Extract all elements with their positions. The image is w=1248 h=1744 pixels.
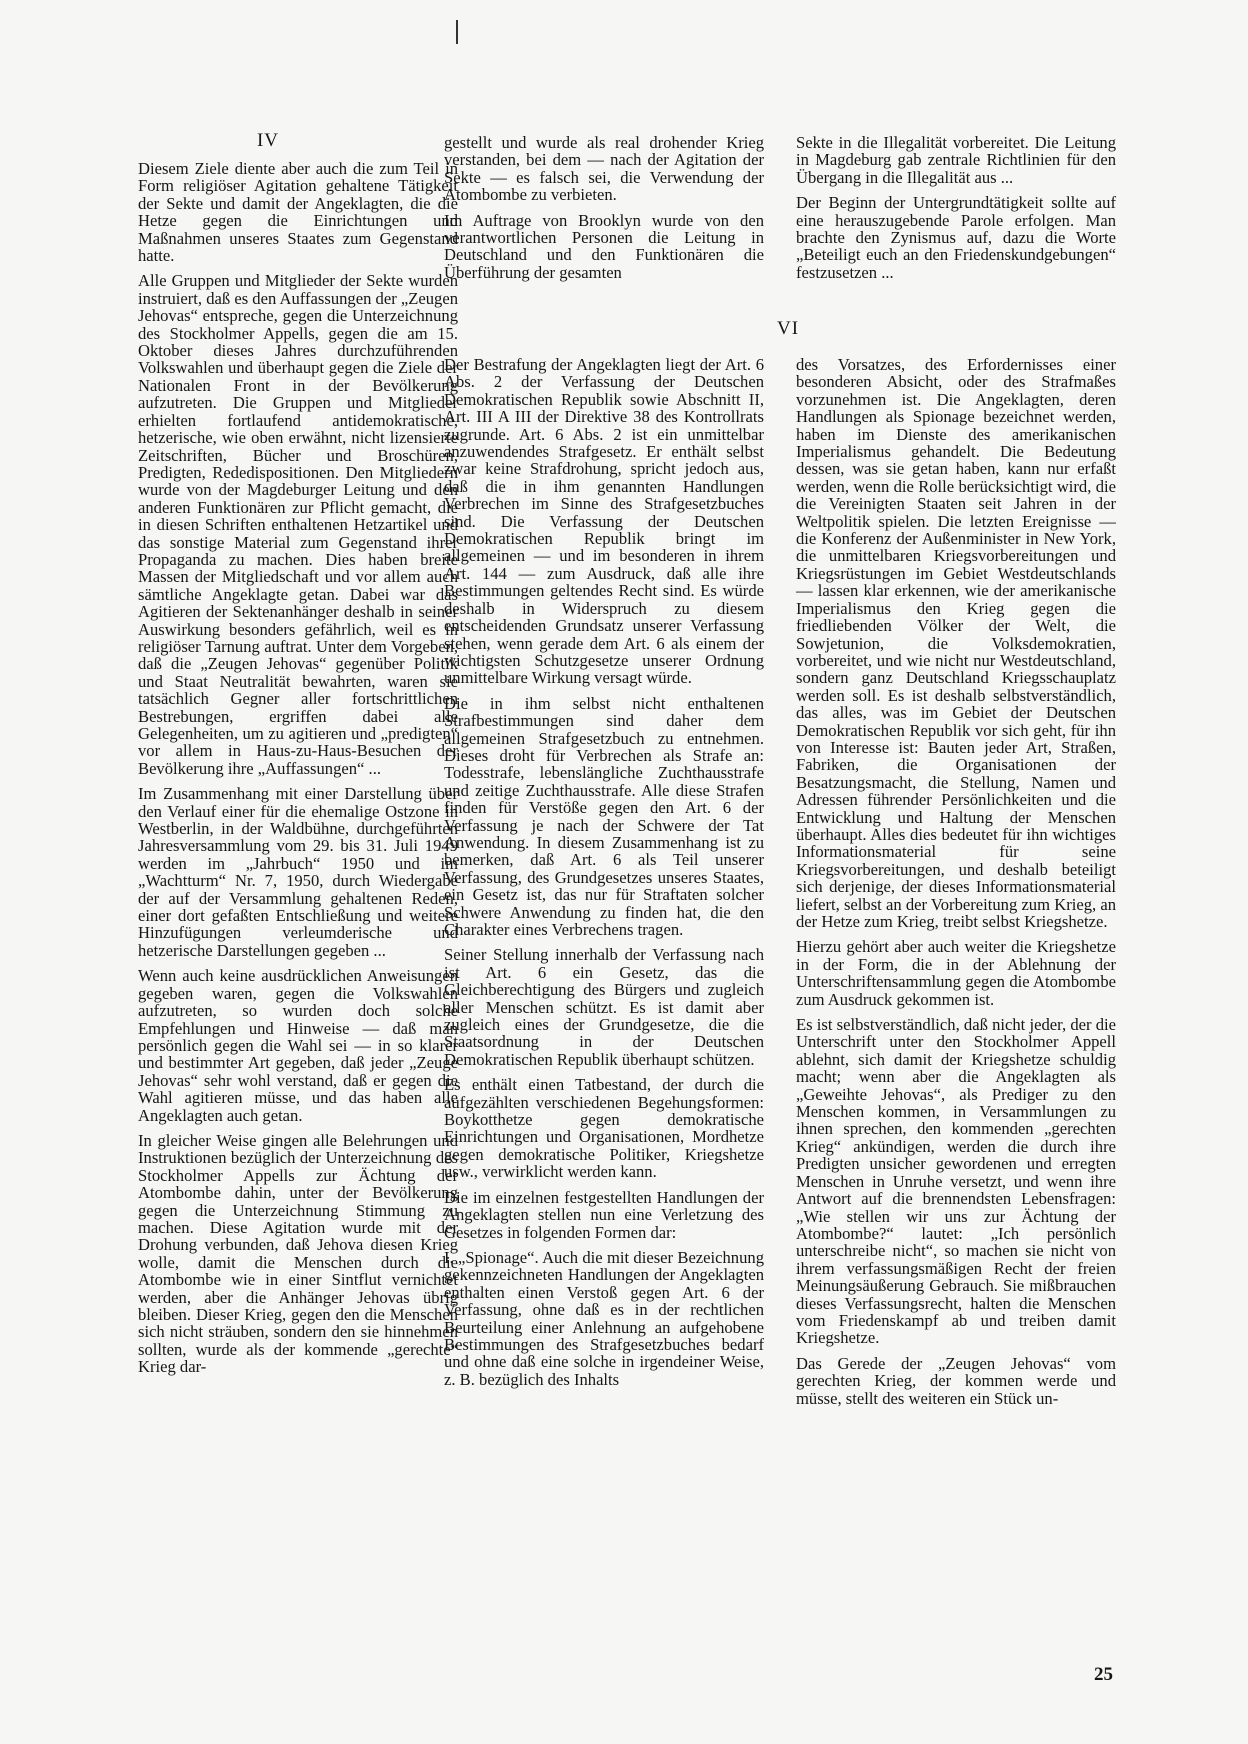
paragraph: Der Beginn der Untergrundtätigkeit sollte auf eine herauszugebende Parole erfolgen. Man brachte den Zynismus auf, dazu die Worte „Beteiligt euch an den Friedenskundgebungen“ festzusetzen ... xyxy=(796,193,1116,282)
paragraph: Hierzu gehört aber auch weiter die Kriegshetze in der Form, die in der Ablehnung der Unterschriftensammlung gegen die Atombombe zum Ausdruck gekommen ist. xyxy=(796,937,1116,1009)
page-number: 25 xyxy=(1094,1664,1113,1685)
section-heading-iv: IV xyxy=(256,130,280,151)
paragraph: Im Auftrage von Brooklyn wurde von den verantwortlichen Personen die Leitung in Deutschland und den Funktionären die Überführung der gesamten xyxy=(444,210,764,282)
section-heading-vi: VI xyxy=(776,318,800,339)
paragraph: I. „Spionage“. Auch die mit dieser Bezeichnung gekennzeichneten Handlungen der Angeklagten enthalten einen Verstoß gegen Art. 6 der Verfassung, ohne daß es in der rechtlichen Beurteilung einer Anlehnung an aufgehobene Bestimmungen des Strafgesetzbuches bedarf und ohne daß eine solche in irgendeiner Weise, z. B. bezüglich des Inhalts xyxy=(444,1247,764,1389)
paragraph: Seiner Stellung innerhalb der Verfassung nach ist Art. 6 ein Gesetz, das die Gleichberechtigung des Bürgers und zugleich aller Menschen schützt. Es ist damit aber zugleich eines der Grundgesetze, die die Staatsordnung in der Deutschen Demokratischen Republik überhaupt schützen. xyxy=(444,945,764,1069)
column-2-top xyxy=(444,134,764,289)
paragraph: des Vorsatzes, des Erfordernisses einer besonderen Absicht, oder des Strafmaßes vorzunehmen ist. Die Angeklagten, deren Handlungen als Spionage bezeichnet werden, haben im Dienste des amerikanischen Imperialismus gehandelt. Die Bedeutung dessen, was sie getan haben, kann nur erfaßt werden, wenn die Rolle berücksichtigt wird, die die Vereinigten Staaten seit Jahren in der Weltpolitik spielen. Die letzten Ereignisse — die Konferenz der Außenminister in New York, die unmittelbaren Kriegsvorbereitungen und Kriegsrüstungen im Gebiet Westdeutschlands — lassen klar erkennen, wie der amerikanische Imperialismus den Krieg gegen die friedliebenden Völker der Welt, die Sowjetunion, die Volksdemokratien, vorbereitet, und wie nicht nur Westdeutschland, sondern ganz Deutschland Kriegsschauplatz werden soll. Es ist deshalb selbstverständlich, das alles, was im Gebiet der Deutschen Demokratischen Republik vor sich geht, für ihn von Interesse ist: Bauten jeder Art, Straßen, Fabriken, die Organisationen der Besatzungsmacht, die Stellung, Namen und Adressen führender Persönlichkeiten und die Entwicklung und Haltung der Menschen überhaupt. Alles dies bedeutet für ihn wichtiges Informationsmaterial für seine Kriegsvorbereitungen, und deshalb beteiligt sich derjenige, der dieses Informationsmaterial liefert, selbst an der Vorbereitung zum Krieg, an der Hetze zum Krieg, treibt selbst Kriegshetze. xyxy=(796,355,1116,931)
column-3-bottom xyxy=(796,356,1116,1415)
paragraph: Im Zusammenhang mit einer Darstellung über den Verlauf einer für die ehemalige Ostzone in Westberlin, in der Waldbühne, durchgeführten Jahresversammlung vom 29. bis 31. Juli 1949 werden im „Jahrbuch“ 1950 und im „Wachtturm“ Nr. 7, 1950, durch Wiedergabe der auf der Versammlung gehaltenen Reden, einer dort gefaßten Entschließung und weitere Hinzufügungen verleumderische und hetzerische Darstellungen gegeben ... xyxy=(138,784,458,960)
paragraph: Wenn auch keine ausdrücklichen Anweisungen gegeben waren, gegen die Volkswahlen aufzutreten, so wurden doch solche Empfehlungen und Hinweise — daß man persönlich gegen die Wahl sei — in so klarer und bestimmter Art gegeben, daß jeder „Zeuge Jehovas“ sehr wohl verstand, daß er gegen die Wahl agitieren müsse, und das haben alle Angeklagten auch getan. xyxy=(138,966,458,1125)
paragraph: Es ist selbstverständlich, daß nicht jeder, der die Unterschrift unter den Stockholmer Appell ablehnt, sich damit der Kriegshetze schuldig macht; wenn aber die Angeklagten als „Geweihte Jehovas“, als Prediger zu den Menschen kommen, in Versammlungen zu ihnen sprechen, den kommenden „gerechten Krieg“ ankündigen, werden die durch ihre Predigten unsicher gewordenen und erregten Menschen in Unruhe versetzt, und wenn ihre Antwort auf die brennendsten Lebensfragen: „Wie stellen wir uns zur Ächtung der Atombombe?“ lautet: „Ich persönlich unterschreibe nicht“, so machen sie nicht von ihrem verfassungsmäßigen Recht der freien Meinungsäußerung Gebrauch. Sie mißbrauchen dieses Verfassungsrecht, halten die Menschen vom Friedenskampf ab und treiben damit Kriegshetze. xyxy=(796,1015,1116,1348)
column-1 xyxy=(138,160,458,1384)
paragraph: Sekte in die Illegalität vorbereitet. Die Leitung in Magdeburg gab zentrale Richtlinien für den Übergang in die Illegalität aus ... xyxy=(796,133,1116,187)
paragraph: Die im einzelnen festgestellten Handlungen der Angeklagten stellen nun eine Verletzung des Gesetzes in folgenden Formen dar: xyxy=(444,1187,764,1242)
scan-mark xyxy=(456,20,458,44)
paragraph: In gleicher Weise gingen alle Belehrungen und Instruktionen bezüglich der Unterzeichnung des Stockholmer Appells zur Ächtung der Atombombe dahin, unter der Bevölkerung gegen die Unterzeichnung Stimmung zu machen. Diese Agitation wurde mit der Drohung verbunden, daß Jehova diesen Krieg wolle, damit die Menschen durch die Atombombe wie in einer Sintflut vernichtet werden, aber die Anhänger Jehovas übrig bleiben. Dieser Krieg, gegen den die Menschen sich nicht sträuben, sondern den sie hinnehmen sollten, wurde als der kommende „gerechte“ Krieg dar- xyxy=(138,1130,458,1377)
column-3-top xyxy=(796,134,1116,289)
paragraph: Es enthält einen Tatbestand, der durch die aufgezählten verschiedenen Begehungsformen: Boykotthetze gegen demokratische Einrichtungen und Organisationen, Mordhetze gegen demokratische Politiker, Kriegshetze usw., verwirklicht werden kann. xyxy=(444,1075,764,1182)
paragraph: Der Bestrafung der Angeklagten liegt der Art. 6 Abs. 2 der Verfassung der Deutschen Demokratischen Republik sowie Abschnitt II, Art. III A III der Direktive 38 des Kontrollrats zugrunde. Art. 6 Abs. 2 ist ein unmittelbar anzuwendendes Strafgesetz. Er enthält selbst zwar keine Strafdrohung, spricht jedoch aus, daß die in ihm genannten Handlungen Verbrechen im Sinne des Strafgesetzbuches sind. Die Verfassung der Deutschen Demokratischen Republik bringt im allgemeinen — und im besonderen in ihrem Art. 144 — zum Ausdruck, daß alle ihre Bestimmungen geltendes Recht sind. Es würde deshalb in Widerspruch zu diesem entscheidenden Grundsatz unserer Verfassung stehen, wenn gerade dem Art. 6 als einem der wichtigsten Schutzgesetze unserer Ordnung unmittelbare Wirkung versagt würde. xyxy=(444,355,764,688)
paragraph: Die in ihm selbst nicht enthaltenen Strafbestimmungen sind daher dem allgemeinen Strafgesetzbuch zu entnehmen. Dieses droht für Verbrechen als Strafe an: Todesstrafe, lebenslängliche Zuchthausstrafe und zeitige Zuchthausstrafe. Alle diese Strafen finden für Verstöße gegen den Art. 6 der Verfassung je nach der Schwere der Tat Anwendung. In diesem Zusammenhang ist zu bemerken, daß Art. 6 als Teil unserer Verfassung, des Grundgesetzes unseres Staates, ein Gesetz ist, das nur für Straftaten solcher Schwere Anwendung zu finden hat, die den Charakter eines Verbrechens tragen. xyxy=(444,693,764,939)
paragraph: Das Gerede der „Zeugen Jehovas“ vom gerechten Krieg, der kommen werde und müsse, stellt des weiteren ein Stück un- xyxy=(796,1353,1116,1408)
paragraph: gestellt und wurde als real drohender Krieg verstanden, bei dem — nach der Agitation der Sekte — es falsch sei, die Verwendung der Atombombe zu verbieten. xyxy=(444,133,764,205)
paragraph: Alle Gruppen und Mitglieder der Sekte wurden instruiert, daß es den Auffassungen der „Zeugen Jehovas“ entspreche, gegen die Unterzeichnung des Stockholmer Appells, gegen die am 15. Oktober dieses Jahres durchzuführenden Volkswahlen und überhaupt gegen die Ziele der Nationalen Front in der Bevölkerung aufzutreten. Die Gruppen und Mitglieder erhielten fortlaufend antidemokratische, hetzerische, wie oben erwähnt, nicht lizensierte Zeitschriften, Bücher und Broschüren, Predigten, Rededispositionen. Den Mitgliedern wurde von der Magdeburger Leitung und den anderen Funktionären zur Pflicht gemacht, die in diesen Schriften enthaltenen Hetzartikel und das sonstige Material zum Gegenstand ihrer Propaganda zu machen. Dies haben breite Massen der Mitgliedschaft und vor allem auch sämtliche Angeklagte getan. Dabei war das Agitieren der Sektenanhänger deshalb in seiner Auswirkung besonders gefährlich, weil es in religiöser Tarnung auftrat. Unter dem Vorgeben, daß die „Zeugen Jehovas“ gegenüber Politik und Staat Neutralität bewahrten, waren sie tatsächlich Gegner aller fortschrittlichen Bestrebungen, ergriffen dabei alle Gelegenheiten, um zu agitieren und „predigten“ vor allem in Haus-zu-Haus-Besuchen der Bevölkerung ihre „Auffassungen“ ... xyxy=(138,271,458,778)
paragraph: Diesem Ziele diente aber auch die zum Teil in Form religiöser Agitation gehaltene Tätigkeit der Sekte und damit der Angeklagten, die die Hetze gegen die Einrichtungen und Maßnahmen unseres Staates zum Gegenstand hatte. xyxy=(138,159,458,266)
column-2-bottom xyxy=(444,356,764,1396)
